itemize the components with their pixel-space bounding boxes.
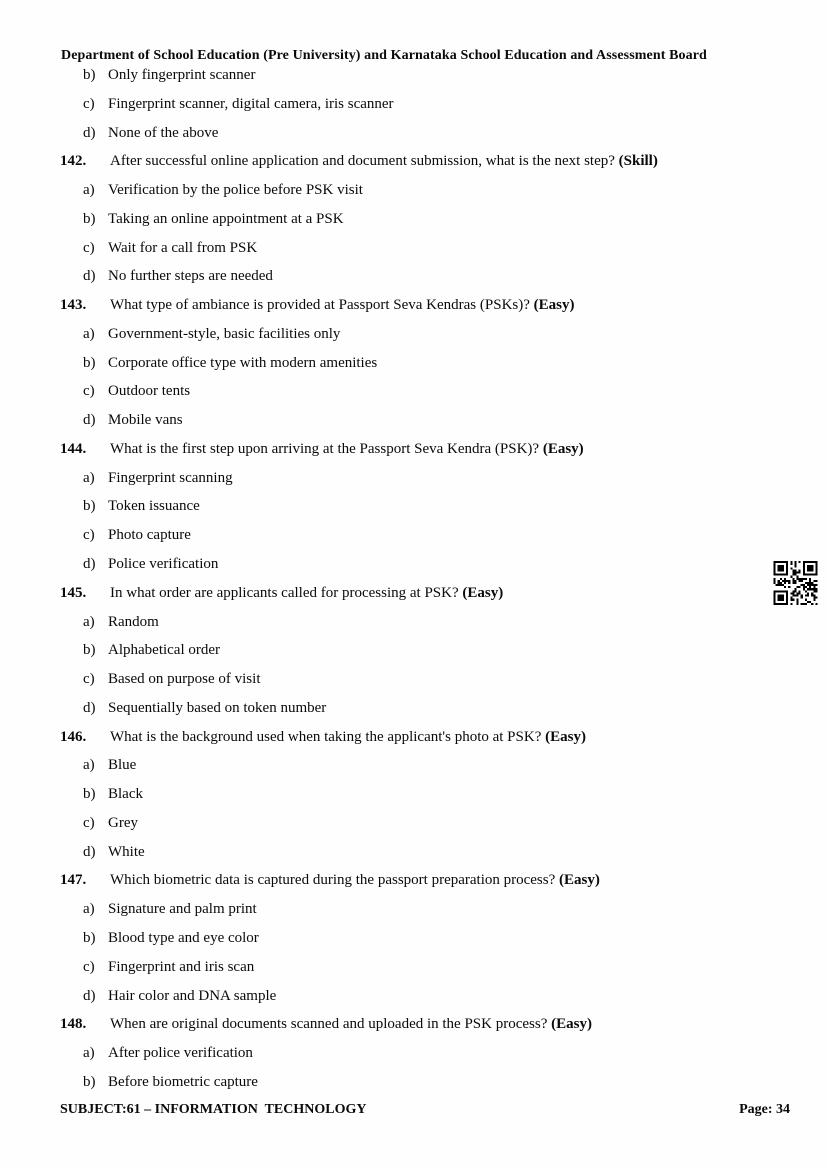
option-text: Before biometric capture — [108, 1073, 258, 1090]
option-letter: a) — [83, 325, 95, 342]
option-line — [0, 205, 827, 234]
option-letter: b) — [83, 929, 96, 946]
option-line — [0, 349, 827, 378]
option-letter: c) — [83, 383, 95, 400]
option-text: Outdoor tents — [108, 383, 191, 400]
footer-page-number: Page: 34 — [739, 1102, 790, 1117]
question-line — [0, 291, 827, 320]
option-letter: b) — [83, 67, 96, 83]
option-line — [0, 234, 827, 263]
option-text: None of the above — [108, 124, 219, 141]
question-line — [0, 723, 827, 752]
option-letter: a) — [83, 613, 95, 630]
question-number: 148. — [60, 1016, 87, 1033]
option-letter: d) — [83, 556, 96, 573]
option-text: No further steps are needed — [108, 268, 273, 285]
option-line — [0, 90, 827, 119]
option-letter: d) — [83, 843, 96, 860]
question-line — [0, 1010, 827, 1039]
option-line — [0, 320, 827, 349]
option-line — [0, 838, 827, 867]
option-text: Sequentially based on token number — [108, 699, 327, 716]
option-line — [0, 550, 827, 579]
option-text: Photo capture — [108, 527, 191, 544]
option-letter: a) — [83, 182, 95, 199]
option-letter: d) — [83, 987, 96, 1004]
option-text: Police verification — [108, 556, 219, 573]
option-line — [0, 262, 827, 291]
difficulty-tag: (Easy) — [533, 297, 575, 314]
question-line — [0, 866, 827, 895]
option-letter: c) — [83, 814, 95, 831]
option-line — [0, 61, 827, 90]
difficulty-tag: (Easy) — [462, 584, 504, 601]
option-line — [0, 492, 827, 521]
difficulty-tag: (Easy) — [559, 872, 600, 889]
option-text: Blood type and eye color — [108, 929, 259, 946]
question-line — [0, 147, 827, 176]
option-text: Only fingerprint scanner — [108, 67, 256, 83]
question-number: 144. — [60, 440, 87, 457]
page-footer — [60, 1100, 790, 1120]
difficulty-tag: (Easy) — [545, 728, 586, 745]
option-text: Fingerprint scanning — [108, 469, 233, 486]
option-text: Wait for a call from PSK — [108, 239, 258, 256]
option-line — [0, 176, 827, 205]
option-line — [0, 464, 827, 493]
question-text: In what order are applicants called for processing at PSK? (Easy) — [110, 584, 504, 601]
option-text: Hair color and DNA sample — [108, 987, 277, 1004]
footer-subject: SUBJECT:61 – INFORMATION TECHNOLOGY — [60, 1102, 367, 1117]
option-letter: b) — [83, 786, 96, 803]
option-letter: b) — [83, 498, 96, 515]
option-line — [0, 665, 827, 694]
question-text: What is the background used when taking the applicant's photo at PSK? (Easy) — [110, 728, 586, 745]
option-line — [0, 521, 827, 550]
option-letter: a) — [83, 901, 95, 918]
question-line — [0, 435, 827, 464]
question-number: 143. — [60, 297, 87, 314]
option-letter: c) — [83, 671, 95, 688]
option-text: Taking an online appointment at a PSK — [108, 210, 344, 227]
option-line — [0, 608, 827, 637]
option-text: Corporate office type with modern amenities — [108, 354, 378, 371]
option-letter: c) — [83, 239, 95, 256]
option-letter: a) — [83, 757, 95, 774]
question-number: 145. — [60, 584, 87, 601]
question-text: Which biometric data is captured during the passport preparation process? (Easy) — [110, 872, 600, 889]
option-line — [0, 694, 827, 723]
option-text: Verification by the police before PSK visit — [108, 182, 363, 199]
option-text: Token issuance — [108, 498, 200, 515]
option-line — [0, 953, 827, 982]
question-number: 147. — [60, 872, 87, 889]
option-line — [0, 1039, 827, 1068]
option-text: Grey — [108, 814, 138, 831]
question-list — [0, 61, 827, 1097]
question-text: After successful online application and document submission, what is the next step? (Skill) — [110, 153, 658, 170]
option-text: Government-style, basic facilities only — [108, 325, 341, 342]
option-text: Fingerprint and iris scan — [108, 958, 255, 975]
option-text: After police verification — [108, 1045, 253, 1062]
question-number: 146. — [60, 728, 87, 745]
qr-code-image — [773, 561, 818, 605]
option-text: Signature and palm print — [108, 901, 257, 918]
option-letter: c) — [83, 527, 95, 544]
option-line — [0, 982, 827, 1011]
option-letter: d) — [83, 412, 96, 429]
option-text: Mobile vans — [108, 412, 183, 429]
question-text: What is the first step upon arriving at the Passport Seva Kendra (PSK)? (Easy) — [110, 440, 584, 457]
option-line — [0, 895, 827, 924]
option-text: Fingerprint scanner, digital camera, iris scanner — [108, 95, 394, 112]
option-text: Based on purpose of visit — [108, 671, 261, 688]
option-line — [0, 406, 827, 435]
question-text: When are original documents scanned and uploaded in the PSK process? (Easy) — [110, 1016, 592, 1033]
option-letter: b) — [83, 642, 96, 659]
page-header: Department of School Education (Pre University) and Karnataka School Education and Assessment Board — [61, 48, 707, 63]
option-text: White — [108, 843, 145, 860]
qr-code — [773, 561, 818, 605]
difficulty-tag: (Easy) — [542, 440, 584, 457]
option-text: Alphabetical order — [108, 642, 221, 659]
option-letter: b) — [83, 354, 96, 371]
option-line — [0, 1068, 827, 1097]
option-line — [0, 924, 827, 953]
option-letter: b) — [83, 210, 96, 227]
option-line — [0, 377, 827, 406]
option-line — [0, 636, 827, 665]
difficulty-tag: (Skill) — [618, 153, 658, 170]
option-letter: d) — [83, 124, 96, 141]
option-line — [0, 119, 827, 148]
option-line — [0, 780, 827, 809]
option-text: Blue — [108, 757, 137, 774]
option-letter: c) — [83, 95, 95, 112]
option-letter: c) — [83, 958, 95, 975]
option-letter: d) — [83, 699, 96, 716]
option-text: Black — [108, 786, 143, 803]
option-line — [0, 809, 827, 838]
option-letter: a) — [83, 469, 95, 486]
option-letter: d) — [83, 268, 96, 285]
option-text: Random — [108, 613, 159, 630]
question-line — [0, 579, 827, 608]
question-text: What type of ambiance is provided at Passport Seva Kendras (PSKs)? (Easy) — [110, 297, 575, 314]
difficulty-tag: (Easy) — [551, 1016, 592, 1033]
option-letter: a) — [83, 1045, 95, 1062]
option-line — [0, 751, 827, 780]
question-number: 142. — [60, 153, 87, 170]
option-letter: b) — [83, 1073, 96, 1090]
